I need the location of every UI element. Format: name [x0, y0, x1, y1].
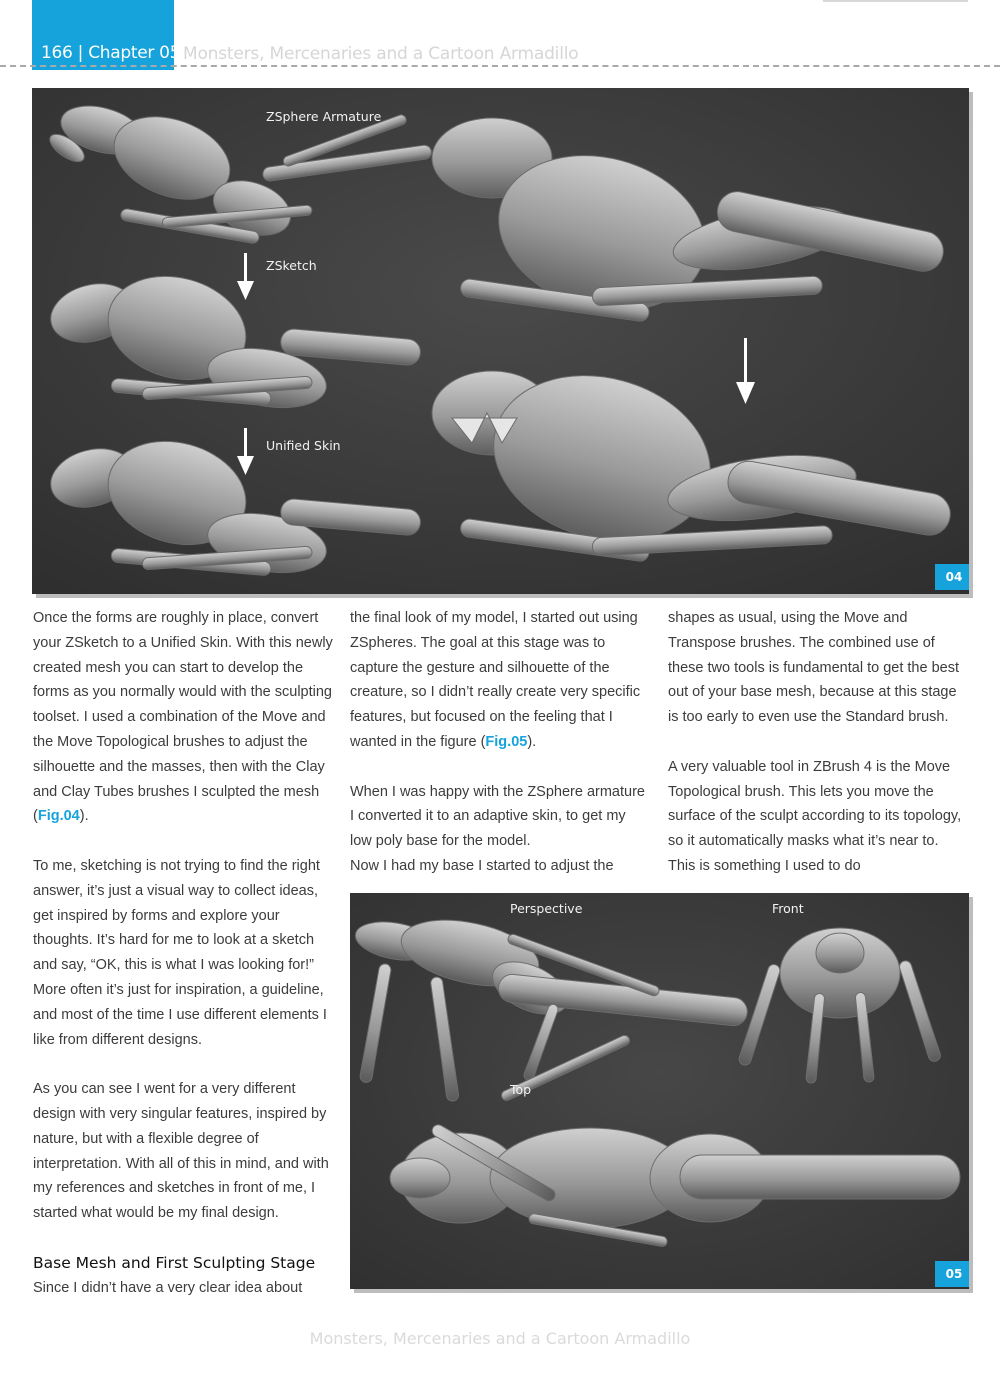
paragraph: Since I didn’t have a very clear idea about	[33, 1279, 303, 1296]
figure-reference: Fig.04	[37, 808, 80, 825]
figure-05-illustration	[350, 893, 969, 1289]
text-column-1	[33, 606, 333, 1300]
arrow-down-icon	[244, 253, 247, 285]
paragraph: When I was happy with the ZSphere armature I converted it to an adaptive skin, to get my low poly base for the model.	[350, 783, 645, 850]
figure-04-number: 04	[935, 564, 969, 590]
paragraph: shapes as usual, using the Move and Transpose brushes. The combined use of these two tools is fundamental to get the best out of your base mesh, because at this stage is too early to even use the Standard brush.	[668, 610, 959, 726]
figure-05-label-front: Front	[772, 901, 804, 916]
figure-05-label-top: Top	[510, 1082, 532, 1097]
text-column-3	[668, 606, 968, 879]
figure-04-label-unified-skin: Unified Skin	[266, 438, 341, 453]
chapter-label: Chapter 05	[88, 43, 181, 63]
figure-reference: Fig.05	[485, 733, 528, 750]
section-heading: Base Mesh and First Sculpting Stage	[33, 1253, 316, 1272]
footer-book-title: Monsters, Mercenaries and a Cartoon Armadillo	[309, 1329, 691, 1348]
paragraph: Now I had my base I started to adjust the	[350, 857, 614, 874]
paragraph: As you can see I went for a very different design with very singular features, inspired by nature, but with a flexible degree of interpretation. With all of this in mind, and with my references and sketches in front of me, I started what would be my final design.	[33, 1081, 329, 1222]
figure-04-illustration	[32, 88, 969, 594]
figure-04-label-zsketch: ZSketch	[266, 258, 317, 273]
page-number: 166	[41, 43, 73, 63]
arrow-down-icon	[244, 428, 247, 460]
figure-05-label-perspective: Perspective	[510, 901, 583, 916]
header-dashed-rule	[0, 65, 1000, 67]
book-title-header: Monsters, Mercenaries and a Cartoon Armadillo	[183, 44, 579, 64]
paragraph: the final look of my model, I started out using ZSpheres. The goal at this stage was to capture the gesture and silhouette of the creature, so I didn’t really create very specific features, but focused on the feeling that I wanted in the figure (Fig.05).	[350, 610, 641, 750]
figure-04	[32, 88, 969, 594]
paragraph: To me, sketching is not trying to find the right answer, it’s just a visual way to collect ideas, get inspired by forms and explore your thoughts. It’s hard for me to look at a sketch and say, “OK, this is what I was looking for!” More often it’s just for inspiration, a guideline, and most of the time I use different elements I like from different designs.	[33, 857, 327, 1048]
figure-05-number: 05	[935, 1261, 969, 1287]
figure-04-label-zsphere: ZSphere Armature	[266, 109, 382, 124]
figure-05	[350, 893, 969, 1289]
top-rule	[823, 0, 968, 2]
text-column-2	[350, 606, 650, 879]
chapter-heading: 166 | Chapter 05	[41, 43, 181, 63]
paragraph: A very valuable tool in ZBrush 4 is the Move Topological brush. This lets you move the surface of the sculpt according to its topology, so it automatically masks what it’s near to. This is something I used to do	[668, 758, 962, 874]
paragraph: Once the forms are roughly in place, convert your ZSketch to a Unified Skin. With this newly created mesh you can start to develop the forms as you normally would with the sculpting toolset. I used a combination of the Move and the Move Topological brushes to adjust the silhouette and the masses, then with the Clay and Clay Tubes brushes I sculpted the mesh (Fig.04).	[33, 610, 333, 825]
